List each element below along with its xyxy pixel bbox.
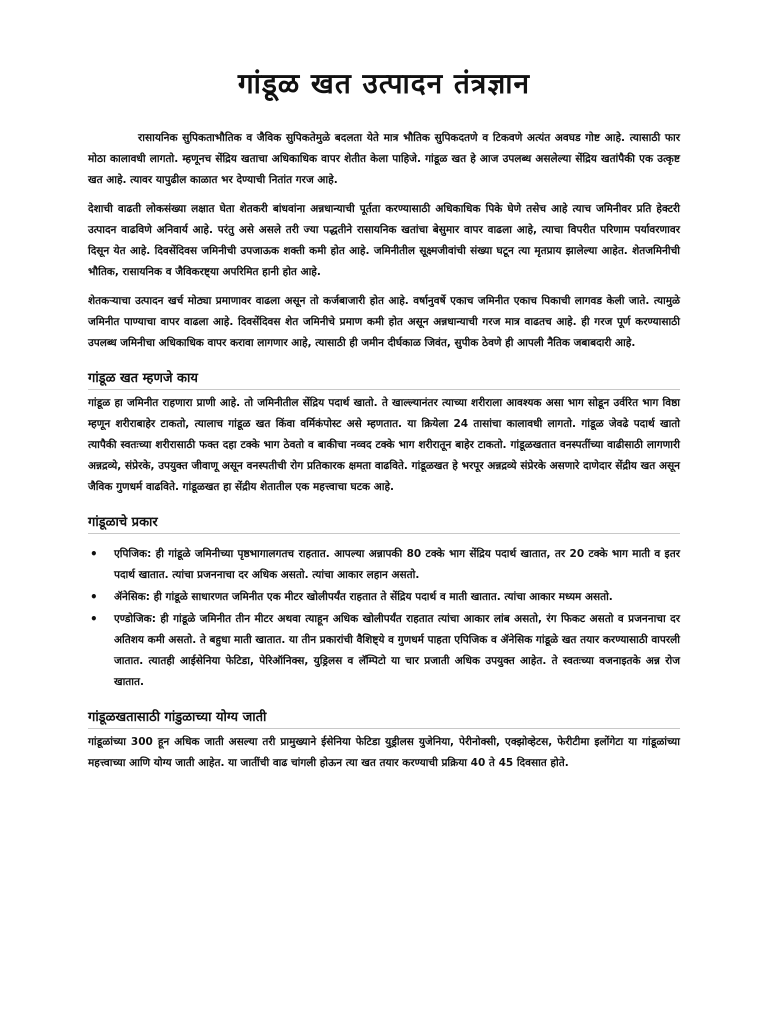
bullet-icon: • xyxy=(90,590,98,604)
list-item-anecic xyxy=(88,587,680,608)
bullet-icon: • xyxy=(90,612,98,626)
list-item-text: एपिजिक: ही गांडूळे जमिनीच्या पृष्ठभागालगतच राहतात. आपल्या अन्नापकी 80 टक्के भाग सेंद्रिय पदार्थ खातात, तर 20 टक्के भाग माती व इतर पदार्थ खातात. त्यांचा प्रजननाचा दर अधिक असतो. त्यांचा आकार लहान असतो. xyxy=(114,548,680,581)
section-heading-suitable-species: गांडूळखतासाठी गांडुळाच्या योग्य जाती xyxy=(88,707,680,729)
intro-paragraph-1: रासायनिक सुपिकताभौतिक व जैविक सुपिकतेमुळे बदलता येते मात्र भौतिक सुपिकदतणे व टिकवणे अत्यंत अवघड गोष्ट आहे. त्यासाठी फार मोठा कालावधी लागतो. म्हणूनच सेंद्रिय खताचा अधिकाधिक वापर शेतीत केला पाहिजे. गांडूळ खत हे आज उपलब्ध असलेल्या सेंद्रिय खतांपैकी एक उत्कृष्ट खत आहे. त्यावर यापुढील काळात भर देण्याची नितांत गरज आहे. xyxy=(88,132,680,186)
bullet-icon: • xyxy=(90,547,98,561)
list-item-text: एण्डोजिक: ही गांडूळे जमिनीत तीन मीटर अथवा त्याहून अधिक खोलीपर्यंत राहतात त्यांचा आकार लांब असतो, रंग फिकट असतो व प्रजननाचा दर अतिशय कमी असतो. ते बहुधा माती खातात. या तीन प्रकारांची वैशिष्ट्ये व गुणधर्म पाहता एपिजिक व ॲनेसिक गांडूळे खत तयार करण्यासाठी वापरली जातात. त्यातही आईसेनिया फेटिडा, पेरिऑनिक्स, युड्रिलस व लॅम्पिटो या चार प्रजाती अधिक उपयुक्त आहेत. ते स्वतःच्या वजनाइतके अन्न रोज खातात. xyxy=(114,613,680,688)
intro-paragraph-2: देशाची वाढती लोकसंख्या लक्षात घेता शेतकरी बांधवांना अन्नधान्याची पूर्तता करण्यासाठी अधिकाधिक पिके घेणे तसेच आहे त्याच जमिनीवर प्रति हेक्टरी उत्पादन वाढविणे अनिवार्य आहे. परंतु असे असले तरी ज्या पद्धतीने रासायनिक खतांचा बेसुमार वापर वाढला आहे, त्याचा विपरीत परिणाम पर्यावरणावर दिसून येत आहे. दिवसेंदिवस जमिनीची उपजाऊक शक्ती कमी होत आहे. जमिनीतील सूक्ष्मजीवांची संख्या घटून त्या मृतप्राय झालेल्या आहेत. शेतजमिनीची भौतिक, रासायनिक व जैविकरष्ट्या अपरिमित हानी होत आहे. xyxy=(88,203,680,278)
list-item-endogeic xyxy=(88,609,680,693)
document-title: गांडूळ खत उत्पादन तंत्रज्ञान xyxy=(237,67,531,100)
list-item-epigeic xyxy=(88,544,680,586)
list-item-text: ॲनेसिक: ही गांडूळे साधारणत जमिनीत एक मीटर खोलीपर्यंत राहतात ते सेंद्रिय पदार्थ व माती खातात. त्यांचा आकार मध्यम असतो. xyxy=(114,591,613,603)
earthworm-types-list xyxy=(88,544,680,693)
section-heading-what-is-vermicompost: गांडूळ खत म्हणजे काय xyxy=(88,368,680,390)
intro-paragraph-3: शेतकऱ्याचा उत्पादन खर्च मोठ्या प्रमाणावर वाढला असून तो कर्जबाजारी होत आहे. वर्षानुवर्षे एकाच जमिनीत एकाच पिकाची लागवड केली जाते. त्यामुळे जमिनीत पाण्याचा वापर वाढला आहे. दिवसेंदिवस शेत जमिनीचे प्रमाण कमी होत असून अन्नधान्याची गरज मात्र वाढतच आहे. ही गरज पूर्ण करण्यासाठी उपलब्ध जमिनीचा अधिकाधिक वापर करावा लागणार आहे, त्यासाठी ही जमीन दीर्घकाळ जिवंत, सुपीक ठेवणे ही आपली नैतिक जबाबदारी आहे. xyxy=(88,295,680,349)
section-heading-earthworm-types: गांडूळाचे प्रकार xyxy=(88,512,680,534)
section-paragraph-suitable-species: गांडूळांच्या 300 हून अधिक जाती असल्या तरी प्रामुख्याने ईसेनिया फेटिडा युड्रीलस युजेनिया, पेरीनोक्सी, एक्झोव्हेटस, फेरीटीमा इलोंगेटा या गांडूळांच्या महत्त्वाच्या आणि योग्य जाती आहेत. या जातींची वाढ चांगली होऊन त्या खत तयार करण्याची प्रक्रिया 40 ते 45 दिवसात होते. xyxy=(88,736,680,769)
section-paragraph-what-is-vermicompost: गांडूळ हा जमिनीत राहणारा प्राणी आहे. तो जमिनीतील सेंद्रिय पदार्थ खातो. ते खाल्ल्यानंतर त्याच्या शरीराला आवश्यक असा भाग सोडून उर्वरित भाग विष्ठा म्हणून शरीराबाहेर टाकतो, त्यालाच गांडूळ खत किंवा वर्मिकंपोस्ट असे म्हणतात. या क्रियेला 24 तासांचा कालावधी लागतो. गांडूळ जेवढे पदार्थ खातो त्यापैकी स्वतःच्या शरीरासाठी फक्त दहा टक्के भाग ठेवतो व बाकीचा नव्वद टक्के भाग शरीरातून बाहेर टाकतो. गांडूळखतात वनस्पतींच्या वाढीसाठी लागणारी अन्नद्रव्ये, संप्रेरके, उपयुक्त जीवाणू असून वनस्पतीची रोग प्रतिकारक क्षमता वाढविते. गांडूळखत हे भरपूर अन्नद्रव्ये संप्रेरके असणारे दाणेदार सेंद्रीय खत असून जैविक गुणधर्म वाढविते. गांडूळखत हा सेंद्रीय शेतातील एक महत्त्वाचा घटक आहे. xyxy=(88,397,680,493)
